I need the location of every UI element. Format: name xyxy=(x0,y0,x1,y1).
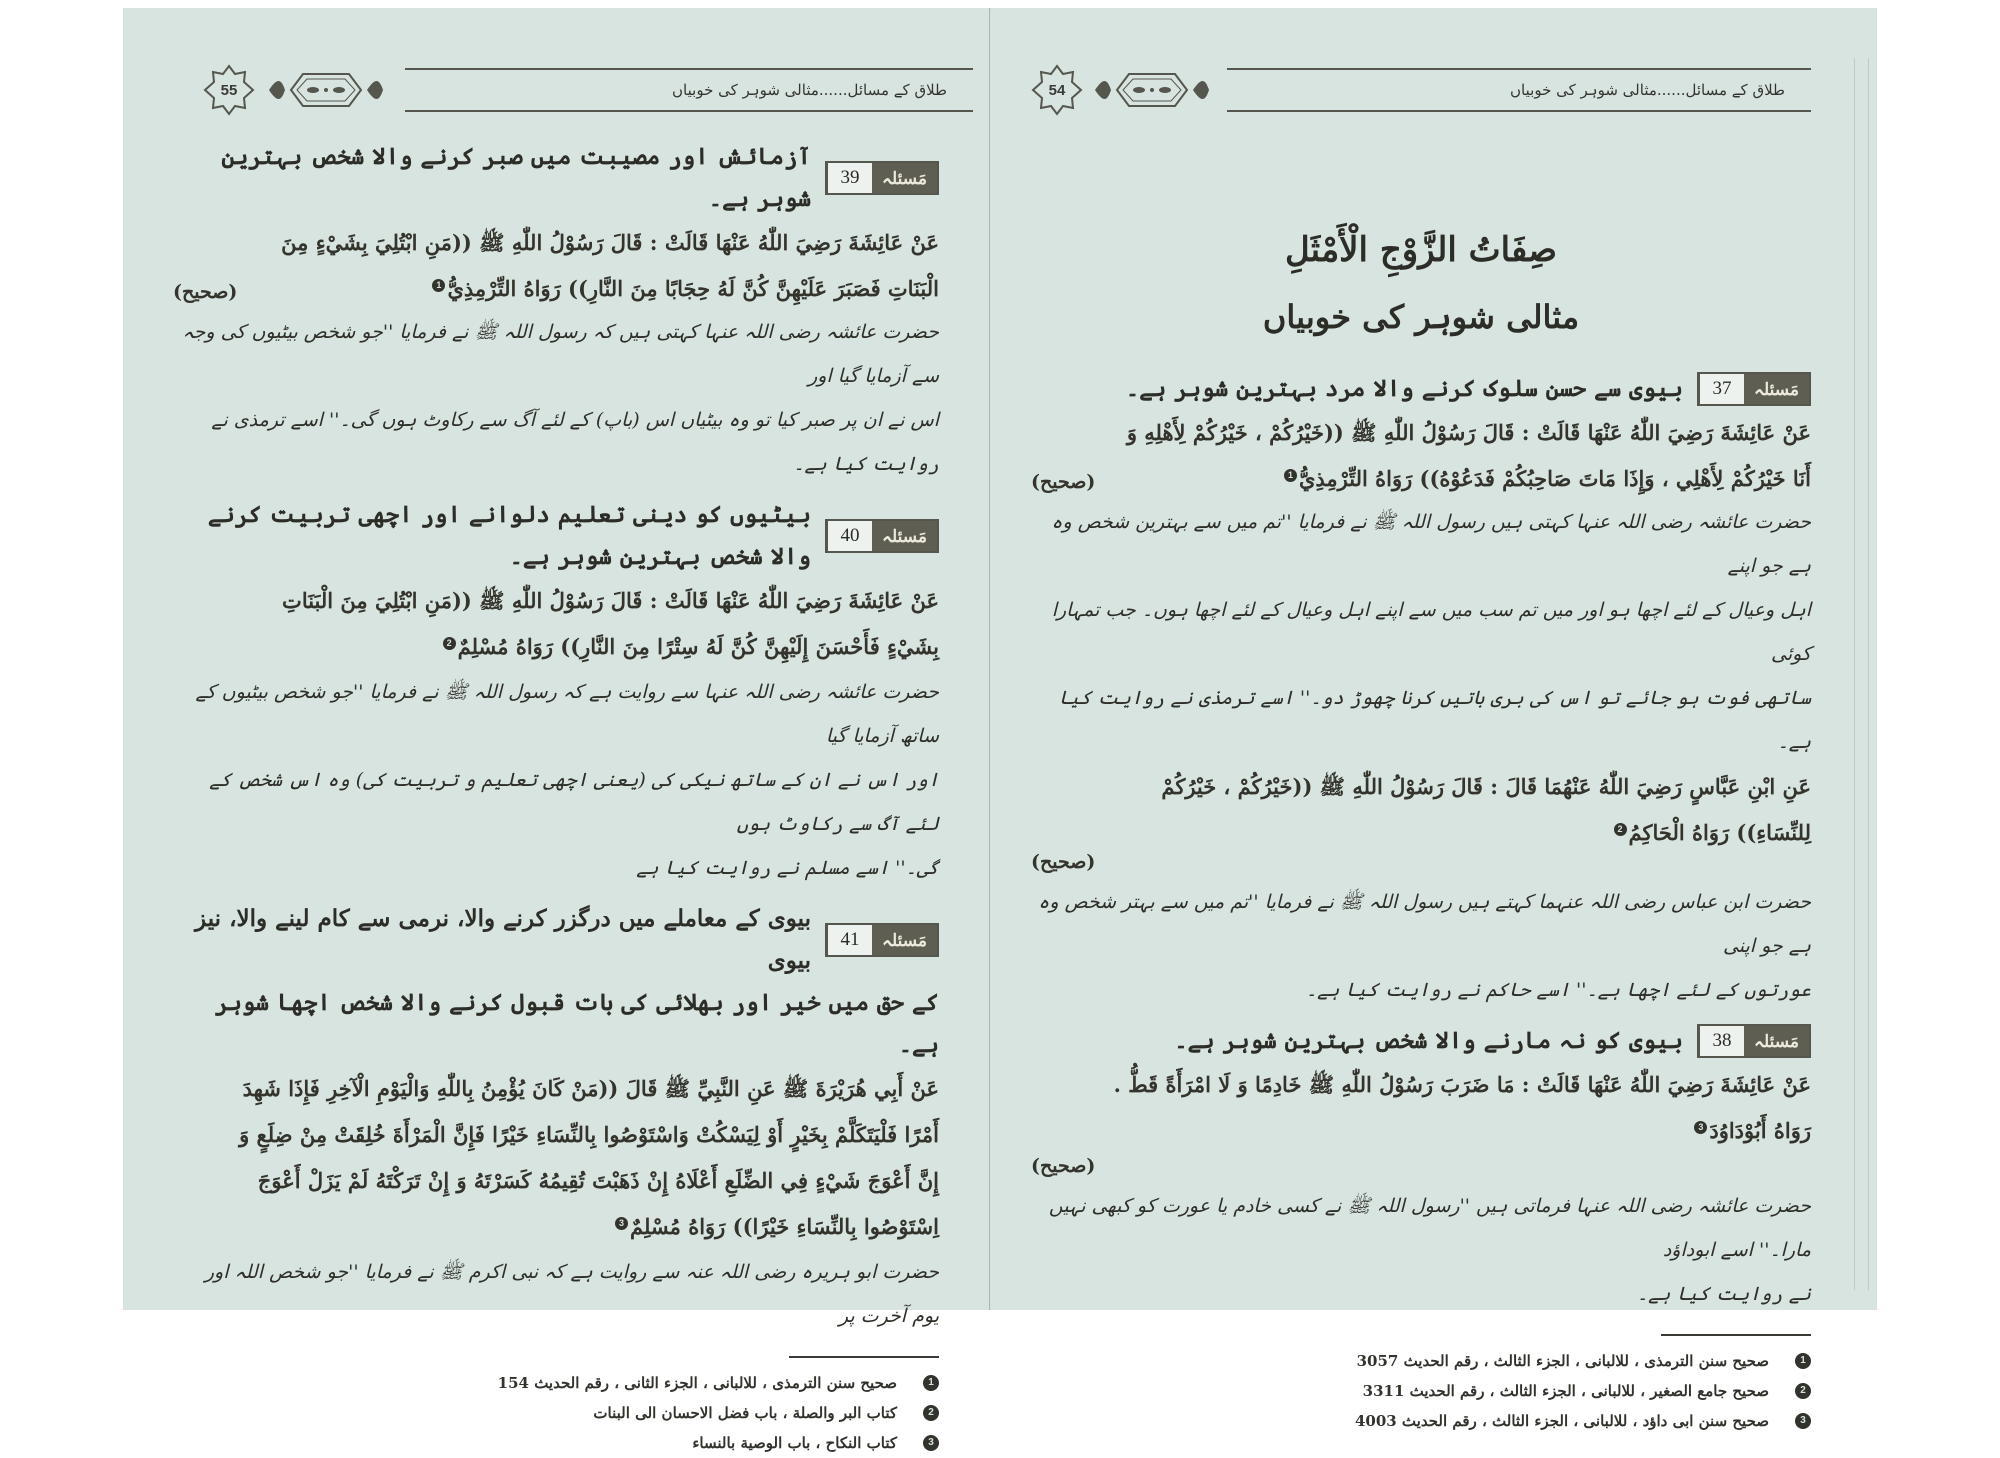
masala-title-continued: کے حق میں خیر اور بھلائی کی بات قبول کرنے والا شخص اچھا شوہر ہے۔ xyxy=(214,989,939,1058)
masala-label-box: مَسئلہ 40 xyxy=(825,519,939,553)
masala-38 xyxy=(1031,1020,1811,1062)
footnote-divider xyxy=(1661,1334,1811,1336)
hadith-arabic-line: عَنْ عَائِشَةَ رَضِيَ اللّٰهُ عَنْهَا قَالَتْ : قَالَ رَسُوْلُ اللّٰهِ ﷺ ((مَنِ ابْتُلِيَ بِشَيْءٍ مِنَ xyxy=(281,230,939,255)
footnote: 2 كتاب البر والصلة ، باب فضل الاحسان الى البنات xyxy=(173,1398,939,1428)
masala-title: بیوی کو نہ مارنے والا شخص بہترین شوہر ہے۔ xyxy=(1174,1027,1683,1054)
hadith-arabic-line: أَنَا خَيْرُكُمْ لِأَهْلِي ، وَإِذَا مَاتَ صَاحِبُكُمْ فَدَعُوْهُ)) رَوَاهُ التِّرْمِذِيُّ1 xyxy=(1031,456,1811,502)
ornament-icon xyxy=(261,60,391,120)
urdu-translation-line: اور اس نے ان کے ساتھ نیکی کی (یعنی اچھی تعلیم و تربیت کی) وہ اس شخص کے لئے آگ سے رکاوٹ ہوں xyxy=(209,769,939,835)
footnote: 3 كتاب النكاح ، باب الوصية بالنساء xyxy=(173,1428,939,1458)
masala-37 xyxy=(1031,368,1811,410)
chapter-heading xyxy=(1031,220,1811,346)
open-book xyxy=(123,8,1877,1452)
page-edge xyxy=(1854,58,1855,1290)
hadith-arabic-line: عَنْ عَائِشَةَ رَضِيَ اللّٰهُ عَنْهَا قَالَتْ : قَالَ رَسُوْلُ اللّٰهِ ﷺ ((مَنِ ابْتُلِيَ مِنَ الْبَنَاتِ xyxy=(282,588,939,613)
footnote-divider xyxy=(789,1356,939,1358)
hadith-arabic-line: لِلنِّسَاءِ)) رَوَاهُ الْحَاكِمُ2 xyxy=(1031,810,1811,856)
hadith-arabic-line: الْبَنَاتِ فَصَبَرَ عَلَيْهِنَّ كُنَّ لَهُ حِجَابًا مِنَ النَّارِ)) رَوَاهُ التِّرْمِذِيُّ1 xyxy=(173,266,939,312)
hadith-arabic-line: إِنَّ أَعْوَجَ شَيْءٍ فِي الضِّلَعِ أَعْلَاهُ إِنْ ذَهَبْتَ تُقِيمُهُ كَسَرْتَهُ وَ إِنْ تَرَكْتَهُ لَمْ يَزَلْ أَعْوَجَ xyxy=(257,1168,939,1193)
running-header: طلاق کے مسائل......مثالی شوہر کی خوبیاں xyxy=(405,68,973,112)
masala-title: بیوی سے حسن سلوک کرنے والا مرد بہترین شوہر ہے۔ xyxy=(1125,375,1683,402)
masala-label-box: مَسئلہ 38 xyxy=(1697,1024,1811,1058)
page-header xyxy=(1031,60,1811,120)
footnote: 1 صحیح سنن الترمذی ، للالبانی ، الجزء الثانی ، رقم الحدیث 154 xyxy=(173,1368,939,1398)
urdu-translation-line: حضرت عائشہ رضی اللہ عنہا سے روایت ہے کہ رسول اللہ ﷺ نے فرمایا ''جو شخص بیٹیوں کے ساتھ آزمایا گیا xyxy=(195,681,939,747)
hadith-arabic-line: عَنْ عَائِشَةَ رَضِيَ اللّٰهُ عَنْهَا قَالَتْ : مَا ضَرَبَ رَسُوْلُ اللّٰهِ ﷺ خَادِمًا وَ لَا امْرَأَةً قَطُّ . xyxy=(1113,1072,1811,1097)
masala-label-box: مَسئلہ 37 xyxy=(1697,372,1811,406)
hadith-grade: (صحیح) xyxy=(1031,851,1096,873)
footnote: 1 صحیح سنن الترمذی ، للالبانی ، الجزء الثالث ، رقم الحدیث 3057 xyxy=(1031,1346,1811,1376)
page-header xyxy=(193,60,973,120)
masala-title: آزمائش اور مصیبت میں صبر کرنے والا شخص بہترین شوہر ہے۔ xyxy=(221,143,811,212)
urdu-translation-line: روایت کیا ہے۔ xyxy=(793,453,939,475)
page-54 xyxy=(991,8,1877,1430)
urdu-translation-line: حضرت عائشہ رضی اللہ عنہا فرماتی ہیں ''رسول اللہ ﷺ نے کسی خادم یا عورت کو کبھی نہیں مارا۔'' اسے ابوداؤد xyxy=(1048,1195,1811,1261)
urdu-translation-line: حضرت عائشہ رضی اللہ عنہا کہتی ہیں کہ رسول اللہ ﷺ نے فرمایا ''جو شخص بیٹیوں کی وجہ سے آزمایا گیا اور xyxy=(182,321,939,387)
chapter-title-arabic: صِفَاتُ الزَّوْجِ الْأَمْثَلِ xyxy=(1284,230,1558,270)
hadith-arabic-line: بِشَيْءٍ فَأَحْسَنَ إِلَيْهِنَّ كُنَّ لَهُ سِتْرًا مِنَ النَّارِ)) رَوَاهُ مُسْلِمٌ2 xyxy=(173,624,939,670)
hadith-grade: (صحیح) xyxy=(1031,1155,1096,1177)
masala-label-box: مَسئلہ 41 xyxy=(825,923,939,957)
urdu-translation-line: ساتھی فوت ہو جائے تو اس کی بری باتیں کرنا چھوڑ دو۔'' اسے ترمذی نے روایت کیا ہے۔ xyxy=(1058,687,1811,753)
ornament-icon xyxy=(1087,60,1217,120)
hadith-arabic-line: عَنِ ابْنِ عَبَّاسٍ رَضِيَ اللّٰهُ عَنْهُمَا قَالَ : قَالَ رَسُوْلُ اللّٰهِ ﷺ ((خَيْرُكُمْ ، خَيْرُكُمْ xyxy=(1161,774,1811,799)
hadith-grade: (صحیح) xyxy=(173,281,238,303)
masala-40 xyxy=(173,494,939,578)
footnote-ref: 1 xyxy=(1284,469,1297,482)
page-55 xyxy=(123,8,990,1452)
hadith-arabic-line: اِسْتَوْصُوا بِالنِّسَاءِ خَيْرًا)) رَوَاهُ مُسْلِمٌ3 xyxy=(173,1204,939,1250)
urdu-translation-line: اہل وعیال کے لئے اچھا ہو اور میں تم سب میں سے اپنے اہل وعیال کے لئے اچھا ہوں۔ جب تمہارا کوئی xyxy=(1051,599,1811,665)
footnote-ref: 2 xyxy=(1614,823,1627,836)
hadith-arabic-line: عَنْ عَائِشَةَ رَضِيَ اللّٰهُ عَنْهَا قَالَتْ : قَالَ رَسُوْلُ اللّٰهِ ﷺ ((خَيْرُكُمْ ، خَيْرُكُمْ لِأَهْلِهِ وَ xyxy=(1126,420,1811,445)
urdu-translation-line: حضرت عائشہ رضی اللہ عنہا کہتی ہیں رسول اللہ ﷺ نے فرمایا ''تم میں سے بہترین شخص وہ ہے جو اپنے xyxy=(1051,511,1811,577)
footnote-ref: 3 xyxy=(615,1217,628,1230)
urdu-translation-line: عورتوں کے لئے اچھا ہے۔'' اسے حاکم نے روایت کیا ہے۔ xyxy=(1305,979,1811,1001)
footnote: 2 صحیح جامع الصغیر ، للالبانی ، الجزء الثالث ، رقم الحدیث 3311 xyxy=(1031,1376,1811,1406)
footnote-ref: 3 xyxy=(1694,1121,1707,1134)
urdu-translation-line: نے روایت کیا ہے۔ xyxy=(1637,1283,1811,1305)
chapter-title-urdu: مثالی شوہر کی خوبیاں xyxy=(1262,298,1580,336)
urdu-translation-line: حضرت ابو ہریرہ رضی اللہ عنہ سے روایت ہے کہ نبی اکرم ﷺ نے فرمایا ''جو شخص اللہ اور یوم آخرت پر xyxy=(204,1261,939,1327)
urdu-translation-line: گی۔'' اسے مسلم نے روایت کیا ہے xyxy=(636,857,939,879)
urdu-translation-line: حضرت ابن عباس رضی اللہ عنہما کہتے ہیں رسول اللہ ﷺ نے فرمایا ''تم میں سے بہتر شخص وہ ہے جو اپنی xyxy=(1038,891,1811,957)
page-edge xyxy=(1868,58,1869,1290)
hadith-arabic-line: رَوَاهُ أَبُوْدَاوُدَ3 xyxy=(1031,1108,1811,1154)
masala-41 xyxy=(173,898,939,982)
masala-title: بیٹیوں کو دینی تعلیم دلوانے اور اچھی تربیت کرنے والا شخص بہترین شوہر ہے۔ xyxy=(207,501,811,570)
masala-39 xyxy=(173,136,939,220)
urdu-translation-line: اس نے ان پر صبر کیا تو وہ بیٹیاں اس (باپ) کے لئے آگ سے رکاوٹ ہوں گی۔'' اسے ترمذی نے xyxy=(211,409,939,431)
page-54-content xyxy=(1031,128,1811,1436)
masala-label-box: مَسئلہ 39 xyxy=(825,161,939,195)
page-55-content xyxy=(173,128,939,1458)
footnote: 3 صحیح سنن ابی داؤد ، للالبانی ، الجزء الثالث ، رقم الحدیث 4003 xyxy=(1031,1406,1811,1436)
footnote-ref: 1 xyxy=(432,279,445,292)
hadith-arabic-line: أَمْرًا فَلْيَتَكَلَّمْ بِخَيْرٍ أَوْ لِيَسْكُتْ وَاسْتَوْصُوا بِالنِّسَاءِ خَيْرًا فَإِنَّ الْمَرْأَةَ خُلِقَتْ مِنْ ضِلَعٍ وَ xyxy=(239,1122,939,1147)
page-number-badge: 55 xyxy=(203,64,255,116)
hadith-arabic-line: عَنْ أَبِي هُرَيْرَةَ ﷺ عَنِ النَّبِيِّ ﷺ قَالَ ((مَنْ كَانَ يُؤْمِنُ بِاللّٰهِ وَالْيَوْمِ الْآخِرِ فَإِذَا شَهِدَ xyxy=(242,1076,939,1101)
footnote-ref: 2 xyxy=(443,637,456,650)
page-number-badge: 54 xyxy=(1031,64,1083,116)
running-header: طلاق کے مسائل......مثالی شوہر کی خوبیاں xyxy=(1227,68,1811,112)
masala-title: بیوی کے معاملے میں درگزر کرنے والا، نرمی سے کام لینے والا، نیز بیوی xyxy=(195,905,811,974)
hadith-grade: (صحیح) xyxy=(1031,471,1096,493)
